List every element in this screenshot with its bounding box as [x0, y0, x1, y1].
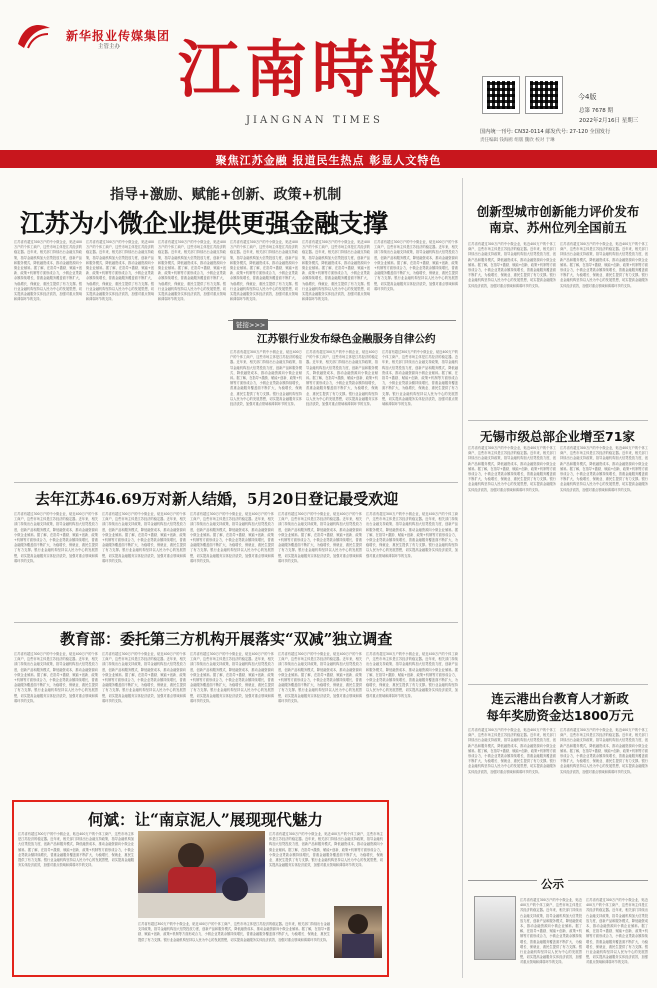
lianyun-body-col1: 江苏省有超过300万户的中小微企业，贴近400万户的个体工商户，这些市场主体是江苏经济的稳定器。近年来，相关部门持续出台金融支持政策，指导金融机构加大信贷投放力度，创新产品和服务模式，降低融资成本，推动金融资源向小微企业倾斜。据了解，在指导+激励、赋能+创新、政策+机制等方面形成合力，小微企业贷款余额持续增长，普惠金融服务覆盖面不断扩大，为稳增长、保就业、惠民生提供了有力支撑。银行业金融机构坚持以人民为中心的发展思想，切实提高金融服务实体经济质效，加强对重点领域和薄弱环节的支持。	[468, 728, 556, 774]
education-body-col4: 江苏省有超过300万户的中小微企业，贴近400万户的个体工商户，这些市场主体是江苏经济的稳定器。近年来，相关部门持续出台金融支持政策，指导金融机构加大信贷投放力度，创新产品和服务模式，降低融资成本，推动金融资源向小微企业倾斜。据了解，在指导+激励、赋能+创新、政策+机制等方面形成合力，小微企业贷款余额持续增长，普惠金融服务覆盖面不断扩大，为稳增长、保就业、惠民生提供了有力支撑。银行业金融机构坚持以人民为中心的发展思想，切实提高金融服务实体经济质效，加强对重点领域和薄弱环节的支持。	[278, 652, 362, 703]
qr-code-icon	[525, 76, 563, 114]
lead-body-col5: 江苏省有超过300万户的中小微企业，贴近400万户的个体工商户，这些市场主体是江苏经济的稳定器。近年来，相关部门持续出台金融支持政策，指导金融机构加大信贷投放力度，创新产品和服务模式，降低融资成本，推动金融资源向小微企业倾斜。据了解，在指导+激励、赋能+创新、政策+机制等方面形成合力，小微企业贷款余额持续增长，普惠金融服务覆盖面不断扩大，为稳增长、保就业、惠民生提供了有力支撑。银行业金融机构坚持以人民为中心的发展思想，切实提高金融服务实体经济质效，加强对重点领域和薄弱环节的支持。	[302, 240, 370, 302]
education-body-col5: 江苏省有超过300万户的中小微企业，贴近400万户的个体工商户，这些市场主体是江苏经济的稳定器。近年来，相关部门持续出台金融支持政策，指导金融机构加大信贷投放力度，创新产品和服务模式，降低融资成本，推动金融资源向小微企业倾斜。据了解，在指导+激励、赋能+创新、政策+机制等方面形成合力，小微企业贷款余额持续增长，普惠金融服务覆盖面不断扩大，为稳增长、保就业、惠民生提供了有力支撑。银行业金融机构坚持以人民为中心的发展思想，切实提高金融服务实体经济质效，加强对重点领域和薄弱环节的支持。	[366, 652, 458, 698]
paper-name: 江南時報	[178, 33, 447, 106]
divider	[468, 684, 648, 685]
issue-date: 2022年2月16日 星期三	[579, 118, 639, 124]
publication-info: 国内统一刊号: CN32-0114 邮发代号: 27-120 全国发行	[480, 129, 611, 135]
innovation-body-col1: 江苏省有超过300万户的中小微企业，贴近400万户的个体工商户，这些市场主体是江苏经济的稳定器。近年来，相关部门持续出台金融支持政策，指导金融机构加大信贷投放力度，创新产品和服务模式，降低融资成本，推动金融资源向小微企业倾斜。据了解，在指导+激励、赋能+创新、政策+机制等方面形成合力，小微企业贷款余额持续增长，普惠金融服务覆盖面不断扩大，为稳增长、保就业、惠民生提供了有力支撑。银行业金融机构坚持以人民为中心的发展思想，切实提高金融服务实体经济质效，加强对重点领域和薄弱环节的支持。	[468, 242, 556, 288]
innovation-body-col2: 江苏省有超过300万户的中小微企业，贴近400万户的个体工商户，这些市场主体是江苏经济的稳定器。近年来，相关部门持续出台金融支持政策，指导金融机构加大信贷投放力度，创新产品和服务模式，降低融资成本，推动金融资源向小微企业倾斜。据了解，在指导+激励、赋能+创新、政策+机制等方面形成合力，小微企业贷款余额持续增长，普惠金融服务覆盖面不断扩大，为稳增长、保就业、惠民生提供了有力支撑。银行业金融机构坚持以人民为中心的发展思想，切实提高金融服务实体经济质效，加强对重点领域和薄弱环节的支持。	[560, 242, 648, 288]
qr-code-icon	[482, 76, 520, 114]
divider	[14, 482, 458, 483]
marriage-headline: 去年江苏46.69万对新人结婚，5月20日登记最受欢迎	[35, 490, 399, 508]
xinhua-logo-icon	[14, 18, 54, 52]
notice-body-col1: 江苏省有超过300万户的中小微企业，贴近400万户的个体工商户，这些市场主体是江苏经济的稳定器。近年来，相关部门持续出台金融支持政策，指导金融机构加大信贷投放力度，创新产品和服务模式，降低融资成本，推动金融资源向小微企业倾斜。据了解，在指导+激励、赋能+创新、政策+机制等方面形成合力，小微企业贷款余额持续增长，普惠金融服务覆盖面不断扩大，为稳增长、保就业、惠民生提供了有力支撑。银行业金融机构坚持以人民为中心的发展思想，切实提高金融服务实体经济质效，加强对重点领域和薄弱环节的支持。	[520, 898, 582, 965]
feature-photo	[138, 831, 265, 918]
marriage-body-col3: 江苏省有超过300万户的中小微企业，贴近400万户的个体工商户，这些市场主体是江苏经济的稳定器。近年来，相关部门持续出台金融支持政策，指导金融机构加大信贷投放力度，创新产品和服务模式，降低融资成本，推动金融资源向小微企业倾斜。据了解，在指导+激励、赋能+创新、政策+机制等方面形成合力，小微企业贷款余额持续增长，普惠金融服务覆盖面不断扩大，为稳增长、保就业、惠民生提供了有力支撑。银行业金融机构坚持以人民为中心的发展思想，切实提高金融服务实体经济质效，加强对重点领域和薄弱环节的支持。	[190, 512, 274, 563]
column-divider	[462, 178, 463, 978]
lead-body-col1: 江苏省有超过300万户的中小微企业，贴近400万户的个体工商户，这些市场主体是江苏经济的稳定器。近年来，相关部门持续出台金融支持政策，指导金融机构加大信贷投放力度，创新产品和服务模式，降低融资成本，推动金融资源向小微企业倾斜。据了解，在指导+激励、赋能+创新、政策+机制等方面形成合力，小微企业贷款余额持续增长，普惠金融服务覆盖面不断扩大，为稳增长、保就业、惠民生提供了有力支撑。银行业金融机构坚持以人民为中心的发展思想，切实提高金融服务实体经济质效，加强对重点领域和薄弱环节的支持。	[14, 240, 82, 302]
divider	[14, 622, 458, 623]
bank-body-col3: 江苏省有超过300万户的中小微企业，贴近400万户的个体工商户，这些市场主体是江苏经济的稳定器。近年来，相关部门持续出台金融支持政策，指导金融机构加大信贷投放力度，创新产品和服务模式，降低融资成本，推动金融资源向小微企业倾斜。据了解，在指导+激励、赋能+创新、政策+机制等方面形成合力，小微企业贷款余额持续增长，普惠金融服务覆盖面不断扩大，为稳增长、保就业、惠民生提供了有力支撑。银行业金融机构坚持以人民为中心的发展思想，切实提高金融服务实体经济质效，加强对重点领域和薄弱环节的支持。	[382, 350, 458, 407]
group-sponsor: 主管主办	[98, 44, 121, 50]
marriage-body-col4: 江苏省有超过300万户的中小微企业，贴近400万户的个体工商户，这些市场主体是江苏经济的稳定器。近年来，相关部门持续出台金融支持政策，指导金融机构加大信贷投放力度，创新产品和服务模式，降低融资成本，推动金融资源向小微企业倾斜。据了解，在指导+激励、赋能+创新、政策+机制等方面形成合力，小微企业贷款余额持续增长，普惠金融服务覆盖面不断扩大，为稳增长、保就业、惠民生提供了有力支撑。银行业金融机构坚持以人民为中心的发展思想，切实提高金融服务实体经济质效，加强对重点领域和薄弱环节的支持。	[278, 512, 362, 563]
bank-body-col2: 江苏省有超过300万户的中小微企业，贴近400万户的个体工商户，这些市场主体是江苏经济的稳定器。近年来，相关部门持续出台金融支持政策，指导金融机构加大信贷投放力度，创新产品和服务模式，降低融资成本，推动金融资源向小微企业倾斜。据了解，在指导+激励、赋能+创新、政策+机制等方面形成合力，小微企业贷款余额持续增长，普惠金融服务覆盖面不断扩大，为稳增长、保就业、惠民生提供了有力支撑。银行业金融机构坚持以人民为中心的发展思想，切实提高金融服务实体经济质效，加强对重点领域和薄弱环节的支持。	[306, 350, 378, 407]
lead-body-col2: 江苏省有超过300万户的中小微企业，贴近400万户的个体工商户，这些市场主体是江苏经济的稳定器。近年来，相关部门持续出台金融支持政策，指导金融机构加大信贷投放力度，创新产品和服务模式，降低融资成本，推动金融资源向小微企业倾斜。据了解，在指导+激励、赋能+创新、政策+机制等方面形成合力，小微企业贷款余额持续增长，普惠金融服务覆盖面不断扩大，为稳增长、保就业、惠民生提供了有力支撑。银行业金融机构坚持以人民为中心的发展思想，切实提高金融服务实体经济质效，加强对重点领域和薄弱环节的支持。	[86, 240, 154, 302]
group-name: 新华报业传媒集团	[66, 29, 171, 43]
wuxi-body-col1: 江苏省有超过300万户的中小微企业，贴近400万户的个体工商户，这些市场主体是江苏经济的稳定器。近年来，相关部门持续出台金融支持政策，指导金融机构加大信贷投放力度，创新产品和服务模式，降低融资成本，推动金融资源向小微企业倾斜。据了解，在指导+激励、赋能+创新、政策+机制等方面形成合力，小微企业贷款余额持续增长，普惠金融服务覆盖面不断扩大，为稳增长、保就业、惠民生提供了有力支撑。银行业金融机构坚持以人民为中心的发展思想，切实提高金融服务实体经济质效，加强对重点领域和薄弱环节的支持。	[468, 446, 556, 492]
bank-kicker: 链接>>>	[233, 319, 268, 330]
bank-headline: 江苏银行业发布绿色金融服务自律公约	[257, 333, 436, 345]
right-headline-innovation: 创新型城市创新能力评价发布 南京、苏州位列全国前五	[476, 204, 640, 235]
lead-body-col6: 江苏省有超过300万户的中小微企业，贴近400万户的个体工商户，这些市场主体是江苏经济的稳定器。近年来，相关部门持续出台金融支持政策，指导金融机构加大信贷投放力度，创新产品和服务模式，降低融资成本，推动金融资源向小微企业倾斜。据了解，在指导+激励、赋能+创新、政策+机制等方面形成合力，小微企业贷款余额持续增长，普惠金融服务覆盖面不断扩大，为稳增长、保就业、惠民生提供了有力支撑。银行业金融机构坚持以人民为中心的发展思想，切实提高金融服务实体经济质效，加强对重点领域和薄弱环节的支持。	[374, 240, 458, 291]
feature-portrait-photo	[334, 906, 382, 958]
education-headline: 教育部：委托第三方机构开展落实“双减”独立调查	[60, 630, 393, 648]
wuxi-body-col2: 江苏省有超过300万户的中小微企业，贴近400万户的个体工商户，这些市场主体是江苏经济的稳定器。近年来，相关部门持续出台金融支持政策，指导金融机构加大信贷投放力度，创新产品和服务模式，降低融资成本，推动金融资源向小微企业倾斜。据了解，在指导+激励、赋能+创新、政策+机制等方面形成合力，小微企业贷款余额持续增长，普惠金融服务覆盖面不断扩大，为稳增长、保就业、惠民生提供了有力支撑。银行业金融机构坚持以人民为中心的发展思想，切实提高金融服务实体经济质效，加强对重点领域和薄弱环节的支持。	[560, 446, 648, 492]
paper-pinyin: JIANGNAN TIMES	[246, 115, 383, 126]
education-body-col2: 江苏省有超过300万户的中小微企业，贴近400万户的个体工商户，这些市场主体是江苏经济的稳定器。近年来，相关部门持续出台金融支持政策，指导金融机构加大信贷投放力度，创新产品和服务模式，降低融资成本，推动金融资源向小微企业倾斜。据了解，在指导+激励、赋能+创新、政策+机制等方面形成合力，小微企业贷款余额持续增长，普惠金融服务覆盖面不断扩大，为稳增长、保就业、惠民生提供了有力支撑。银行业金融机构坚持以人民为中心的发展思想，切实提高金融服务实体经济质效，加强对重点领域和薄弱环节的支持。	[102, 652, 186, 703]
divider	[468, 420, 648, 421]
lianyun-body-col2: 江苏省有超过300万户的中小微企业，贴近400万户的个体工商户，这些市场主体是江苏经济的稳定器。近年来，相关部门持续出台金融支持政策，指导金融机构加大信贷投放力度，创新产品和服务模式，降低融资成本，推动金融资源向小微企业倾斜。据了解，在指导+激励、赋能+创新、政策+机制等方面形成合力，小微企业贷款余额持续增长，普惠金融服务覆盖面不断扩大，为稳增长、保就业、惠民生提供了有力支撑。银行业金融机构坚持以人民为中心的发展思想，切实提高金融服务实体经济质效，加强对重点领域和薄弱环节的支持。	[560, 728, 648, 774]
feature-body-col2: 江苏省有超过300万户的中小微企业，贴近400万户的个体工商户，这些市场主体是江苏经济的稳定器。近年来，相关部门持续出台金融支持政策，指导金融机构加大信贷投放力度，创新产品和服务模式，降低融资成本，推动金融资源向小微企业倾斜。据了解，在指导+激励、赋能+创新、政策+机制等方面形成合力，小微企业贷款余额持续增长，普惠金融服务覆盖面不断扩大，为稳增长、保就业、惠民生提供了有力支撑。银行业金融机构坚持以人民为中心的发展思想，切实提高金融服务实体经济质效，加强对重点领域和薄弱环节的支持。	[269, 832, 383, 868]
bank-body-col1: 江苏省有超过300万户的中小微企业，贴近400万户的个体工商户，这些市场主体是江苏经济的稳定器。近年来，相关部门持续出台金融支持政策，指导金融机构加大信贷投放力度，创新产品和服务模式，降低融资成本，推动金融资源向小微企业倾斜。据了解，在指导+激励、赋能+创新、政策+机制等方面形成合力，小微企业贷款余额持续增长，普惠金融服务覆盖面不断扩大，为稳增长、保就业、惠民生提供了有力支撑。银行业金融机构坚持以人民为中心的发展思想，切实提高金融服务实体经济质效，加强对重点领域和薄弱环节的支持。	[230, 350, 302, 407]
notice-body-col2: 江苏省有超过300万户的中小微企业，贴近400万户的个体工商户，这些市场主体是江苏经济的稳定器。近年来，相关部门持续出台金融支持政策，指导金融机构加大信贷投放力度，创新产品和服务模式，降低融资成本，推动金融资源向小微企业倾斜。据了解，在指导+激励、赋能+创新、政策+机制等方面形成合力，小微企业贷款余额持续增长，普惠金融服务覆盖面不断扩大，为稳增长、保就业、惠民生提供了有力支撑。银行业金融机构坚持以人民为中心的发展思想，切实提高金融服务实体经济质效，加强对重点领域和薄弱环节的支持。	[586, 898, 648, 965]
feature-body-col1: 江苏省有超过300万户的中小微企业，贴近400万户的个体工商户，这些市场主体是江苏经济的稳定器。近年来，相关部门持续出台金融支持政策，指导金融机构加大信贷投放力度，创新产品和服务模式，降低融资成本，推动金融资源向小微企业倾斜。据了解，在指导+激励、赋能+创新、政策+机制等方面形成合力，小微企业贷款余额持续增长，普惠金融服务覆盖面不断扩大，为稳增长、保就业、惠民生提供了有力支撑。银行业金融机构坚持以人民为中心的发展思想，切实提高金融服务实体经济质效，加强对重点领域和薄弱环节的支持。	[18, 832, 134, 868]
lead-body-col3: 江苏省有超过300万户的中小微企业，贴近400万户的个体工商户，这些市场主体是江苏经济的稳定器。近年来，相关部门持续出台金融支持政策，指导金融机构加大信贷投放力度，创新产品和服务模式，降低融资成本，推动金融资源向小微企业倾斜。据了解，在指导+激励、赋能+创新、政策+机制等方面形成合力，小微企业贷款余额持续增长，普惠金融服务覆盖面不断扩大，为稳增长、保就业、惠民生提供了有力支撑。银行业金融机构坚持以人民为中心的发展思想，切实提高金融服务实体经济质效，加强对重点领域和薄弱环节的支持。	[158, 240, 226, 302]
education-body-col1: 江苏省有超过300万户的中小微企业，贴近400万户的个体工商户，这些市场主体是江苏经济的稳定器。近年来，相关部门持续出台金融支持政策，指导金融机构加大信贷投放力度，创新产品和服务模式，降低融资成本，推动金融资源向小微企业倾斜。据了解，在指导+激励、赋能+创新、政策+机制等方面形成合力，小微企业贷款余额持续增长，普惠金融服务覆盖面不断扩大，为稳增长、保就业、惠民生提供了有力支撑。银行业金融机构坚持以人民为中心的发展思想，切实提高金融服务实体经济质效，加强对重点领域和薄弱环节的支持。	[14, 652, 98, 703]
slogan: 聚焦江苏金融 报道民生热点 彰显人文特色	[215, 154, 442, 167]
right-headline-lianyungang: 连云港出台教育人才新政 每年奖励资金达1800万元	[486, 691, 634, 723]
marriage-body-col5: 江苏省有超过300万户的中小微企业，贴近400万户的个体工商户，这些市场主体是江苏经济的稳定器。近年来，相关部门持续出台金融支持政策，指导金融机构加大信贷投放力度，创新产品和服务模式，降低融资成本，推动金融资源向小微企业倾斜。据了解，在指导+激励、赋能+创新、政策+机制等方面形成合力，小微企业贷款余额持续增长，普惠金融服务覆盖面不断扩大，为稳增长、保就业、惠民生提供了有力支撑。银行业金融机构坚持以人民为中心的发展思想，切实提高金融服务实体经济质效，加强对重点领域和薄弱环节的支持。	[366, 512, 458, 558]
education-body-col3: 江苏省有超过300万户的中小微企业，贴近400万户的个体工商户，这些市场主体是江苏经济的稳定器。近年来，相关部门持续出台金融支持政策，指导金融机构加大信贷投放力度，创新产品和服务模式，降低融资成本，推动金融资源向小微企业倾斜。据了解，在指导+激励、赋能+创新、政策+机制等方面形成合力，小微企业贷款余额持续增长，普惠金融服务覆盖面不断扩大，为稳增长、保就业、惠民生提供了有力支撑。银行业金融机构坚持以人民为中心的发展思想，切实提高金融服务实体经济质效，加强对重点领域和薄弱环节的支持。	[190, 652, 274, 703]
notice-image	[474, 896, 516, 960]
lead-kicker: 指导+激励、赋能+创新、政策+机制	[110, 187, 342, 203]
feature-headline: 何斌：让“南京泥人”展现现代魅力	[88, 810, 323, 829]
page-count: 今4版	[578, 93, 597, 101]
lead-headline: 江苏为小微企业提供更强金融支撑	[20, 209, 388, 238]
right-headline-wuxi: 无锡市级总部企业增至71家	[480, 429, 635, 444]
notice-title: 公示	[537, 876, 568, 892]
issue-number: 总第 7678 期	[579, 108, 613, 114]
marriage-body-col2: 江苏省有超过300万户的中小微企业，贴近400万户的个体工商户，这些市场主体是江苏经济的稳定器。近年来，相关部门持续出台金融支持政策，指导金融机构加大信贷投放力度，创新产品和服务模式，降低融资成本，推动金融资源向小微企业倾斜。据了解，在指导+激励、赋能+创新、政策+机制等方面形成合力，小微企业贷款余额持续增长，普惠金融服务覆盖面不断扩大，为稳增长、保就业、惠民生提供了有力支撑。银行业金融机构坚持以人民为中心的发展思想，切实提高金融服务实体经济质效，加强对重点领域和薄弱环节的支持。	[102, 512, 186, 563]
lead-body-col4: 江苏省有超过300万户的中小微企业，贴近400万户的个体工商户，这些市场主体是江苏经济的稳定器。近年来，相关部门持续出台金融支持政策，指导金融机构加大信贷投放力度，创新产品和服务模式，降低融资成本，推动金融资源向小微企业倾斜。据了解，在指导+激励、赋能+创新、政策+机制等方面形成合力，小微企业贷款余额持续增长，普惠金融服务覆盖面不断扩大，为稳增长、保就业、惠民生提供了有力支撑。银行业金融机构坚持以人民为中心的发展思想，切实提高金融服务实体经济质效，加强对重点领域和薄弱环节的支持。	[230, 240, 298, 302]
feature-body-col3: 江苏省有超过300万户的中小微企业，贴近400万户的个体工商户，这些市场主体是江苏经济的稳定器。近年来，相关部门持续出台金融支持政策，指导金融机构加大信贷投放力度，创新产品和服务模式，降低融资成本，推动金融资源向小微企业倾斜。据了解，在指导+激励、赋能+创新、政策+机制等方面形成合力，小微企业贷款余额持续增长，普惠金融服务覆盖面不断扩大，为稳增长、保就业、惠民生提供了有力支撑。银行业金融机构坚持以人民为中心的发展思想，切实提高金融服务实体经济质效，加强对重点领域和薄弱环节的支持。	[138, 922, 330, 942]
marriage-body-col1: 江苏省有超过300万户的中小微企业，贴近400万户的个体工商户，这些市场主体是江苏经济的稳定器。近年来，相关部门持续出台金融支持政策，指导金融机构加大信贷投放力度，创新产品和服务模式，降低融资成本，推动金融资源向小微企业倾斜。据了解，在指导+激励、赋能+创新、政策+机制等方面形成合力，小微企业贷款余额持续增长，普惠金融服务覆盖面不断扩大，为稳增长、保就业、惠民生提供了有力支撑。银行业金融机构坚持以人民为中心的发展思想，切实提高金融服务实体经济质效，加强对重点领域和薄弱环节的支持。	[14, 512, 98, 563]
editor-credits: 责任编辑 钱海鸥 组版 魏欣 校对 于琳	[480, 138, 555, 143]
